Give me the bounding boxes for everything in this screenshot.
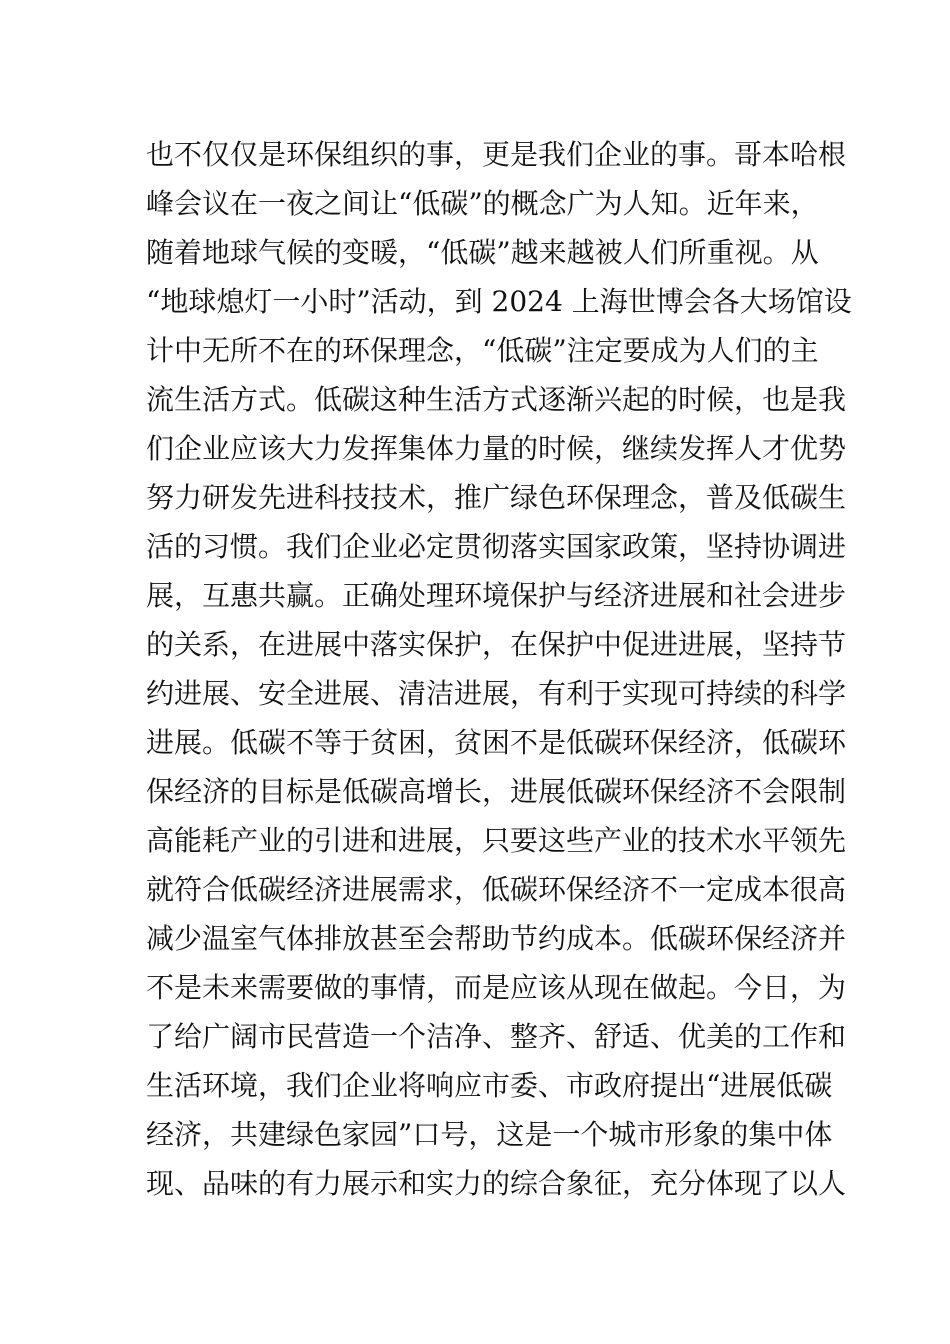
text-line: 的关系，在进展中落实保护，在保护中促进进展，坚持节 bbox=[146, 628, 847, 661]
text-line: 努力研发先进科技技术，推广绿色环保理念，普及低碳生 bbox=[146, 481, 847, 514]
body-paragraph bbox=[146, 130, 852, 1208]
text-line: 保经济的目标是低碳高增长，进展低碳环保经济不会限制 bbox=[146, 775, 847, 808]
text-line: 随着地球气候的变暖，“低碳”越来越被人们所重视。从 bbox=[146, 236, 819, 269]
text-line: 不是未来需要做的事情，而是应该从现在做起。今日，为 bbox=[146, 971, 847, 1004]
text-line: 计中无所不在的环保理念，“低碳”注定要成为人们的主 bbox=[146, 334, 819, 367]
text-line: 活的习惯。我们企业必定贯彻落实国家政策，坚持协调进 bbox=[146, 530, 847, 563]
text-line: 经济，共建绿色家园”口号，这是一个城市形象的集中体 bbox=[146, 1118, 833, 1151]
text-line: 进展。低碳不等于贫困，贫困不是低碳环保经济，低碳环 bbox=[146, 726, 847, 759]
text-line: “地球熄灯一小时”活动，到 2024 上海世博会各大场馆设 bbox=[146, 285, 852, 318]
text-line: 生活环境，我们企业将响应市委、市政府提出“进展低碳 bbox=[146, 1069, 833, 1102]
text-line: 流生活方式。低碳这种生活方式逐渐兴起的时候，也是我 bbox=[146, 383, 847, 416]
text-line: 展，互惠共赢。正确处理环境保护与经济进展和社会进步 bbox=[146, 579, 847, 612]
text-line: 约进展、安全进展、清洁进展，有利于实现可持续的科学 bbox=[146, 677, 847, 710]
text-line: 峰会议在一夜之间让“低碳”的概念广为人知。近年来， bbox=[146, 187, 819, 220]
text-line: 们企业应该大力发挥集体力量的时候，继续发挥人才优势 bbox=[146, 432, 847, 465]
text-line: 高能耗产业的引进和进展，只要这些产业的技术水平领先 bbox=[146, 824, 847, 857]
text-line: 也不仅仅是环保组织的事，更是我们企业的事。哥本哈根 bbox=[146, 138, 847, 171]
text-line: 现、品味的有力展示和实力的综合象征，充分体现了以人 bbox=[146, 1167, 847, 1200]
text-line: 就符合低碳经济进展需求，低碳环保经济不一定成本很高 bbox=[146, 873, 847, 906]
text-line: 减少温室气体排放甚至会帮助节约成本。低碳环保经济并 bbox=[146, 922, 847, 955]
text-line: 了给广阔市民营造一个洁净、整齐、舒适、优美的工作和 bbox=[146, 1020, 847, 1053]
